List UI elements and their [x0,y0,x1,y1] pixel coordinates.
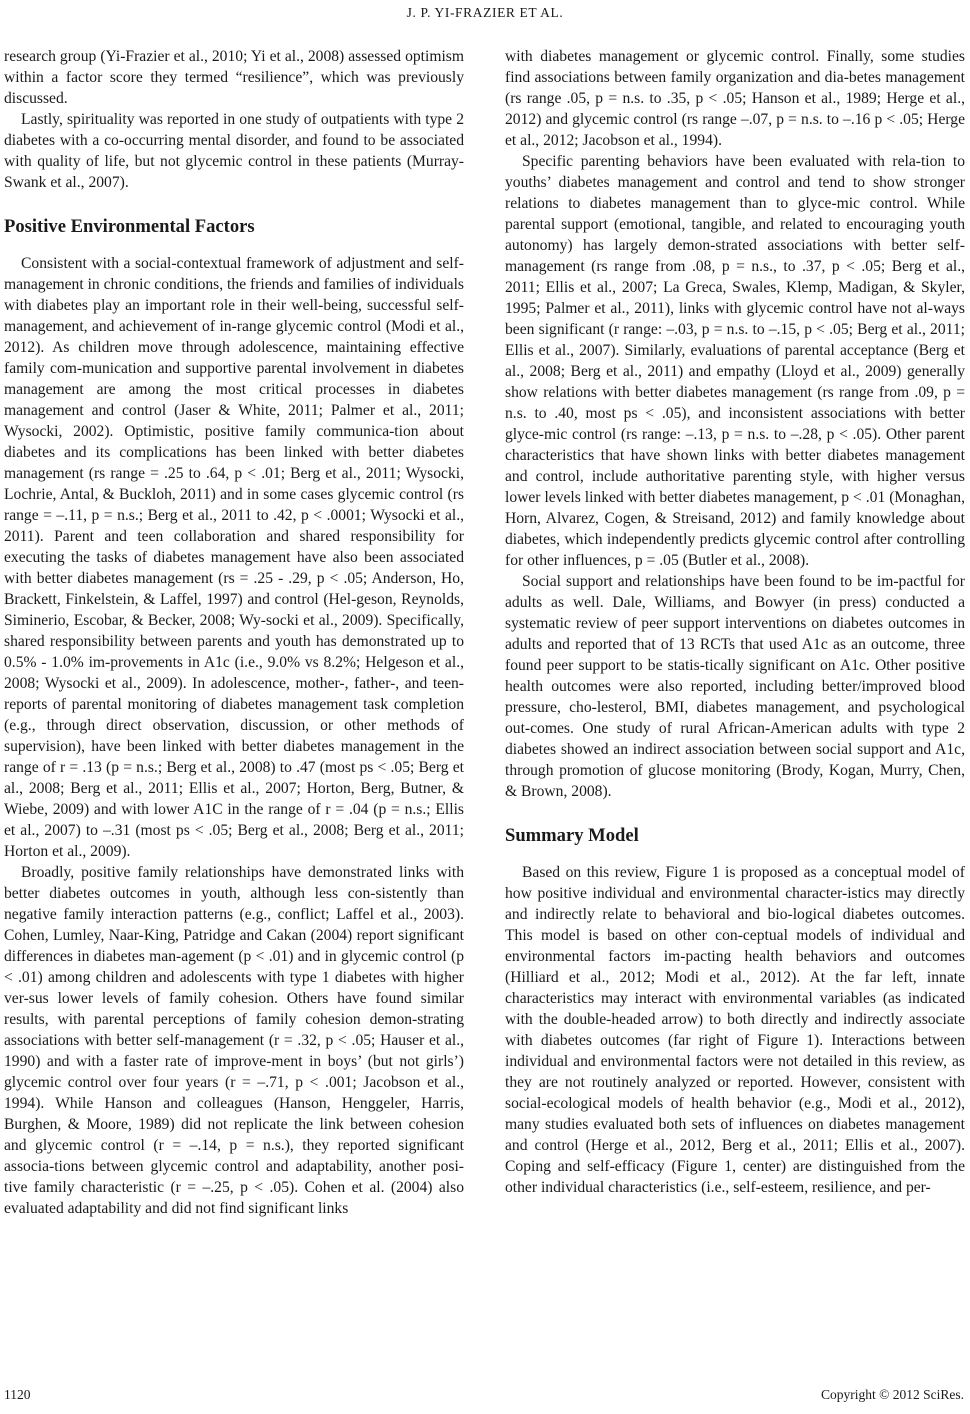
right-column [505,46,965,1198]
paragraph: Broadly, positive family relationships have demonstrated links with better diabetes outcomes in youth, although less con-sistently than negative family interaction patterns (e.g., conflict; Laffel et al., 2003). Cohen, Lumley, Naar-King, Patridge and Cakan (2004) report significant differences in diabetes man-agement (p < .01) and in glycemic control (p < .01) among children and adolescents with type 1 diabetes with higher ver-sus lower levels of family cohesion. Others have found similar results, with parental perceptions of family cohesion demon-strating associations with better self-management (r = .32, p < .05; Hauser et al., 1990) and with a faster rate of improve-ment in boys’ (but not girls’) glycemic control over four years (r = –.71, p < .001; Jacobson et al., 1994). While Hanson and colleagues (Hanson, Henggeler, Harris, Burghen, & Moore, 1989) did not replicate the link between cohesion and glycemic control (r = –.14, p = n.s.), they reported significant associa-tions between glycemic control and adaptability, another posi-tive family characteristic (r = –.25, p < .05). Cohen et al. (2004) also evaluated adaptability and did not find significant links [4,864,464,1217]
paragraph: research group (Yi-Frazier et al., 2010; Yi et al., 2008) assessed optimism within a factor score they termed “resilience”, which was previously discussed. [4,48,464,107]
running-head: J. P. YI-FRAZIER ET AL. [406,5,564,20]
section-heading: Summary Model [505,825,639,846]
page-number: 1120 [4,1387,31,1402]
left-column [4,46,464,1219]
paragraph: Lastly, spirituality was reported in one study of outpatients with type 2 diabetes with a co-occurring mental disorder, and found to be associated with quality of life, but not glycemic control in these patients (Murray-Swank et al., 2007). [4,111,464,191]
copyright-notice: Copyright © 2012 SciRes. [820,1387,964,1402]
paragraph: Social support and relationships have been found to be im-pactful for adults as well. Dale, Williams, and Bowyer (in press) conducted a systematic review of peer support interventions on diabetes outcomes in adults and reported that of 13 RCTs that used A1c as an outcome, three found peer support to be statis-tically significant on A1c. Other positive health outcomes were also reported, including better/improved blood pressure, cho-lesterol, BMI, diabetes management, and psychological out-comes. One study of rural African-American adults with type 2 diabetes showed an indirect association between social support and A1c, through promotion of glucose monitoring (Brody, Kogan, Murry, Chen, & Brown, 2008). [505,573,965,800]
paragraph: Based on this review, Figure 1 is proposed as a conceptual model of how positive individual and environmental character-istics may directly and indirectly relate to behavioral and bio-logical diabetes outcomes. This model is based on other con-ceptual models of individual and environmental factors im-pacting health behaviors and outcomes (Hilliard et al., 2012; Modi et al., 2012). At the far left, innate characteristics may interact with environmental variables (as indicated with the double-headed arrow) to both directly and indirectly associate with diabetes outcomes (far right of Figure 1). Interactions between individual and environmental factors were not detailed in this review, as they are not routinely analyzed or reported. However, consistent with social-ecological models of health behavior (e.g., Modi et al., 2012), many studies evaluated both sets of influences on diabetes management and control (Herge et al., 2012, Berg et al., 2011; Ellis et al., 2007). Coping and self-efficacy (Figure 1, center) are distinguished from the other individual characteristics (i.e., self-esteem, resilience, and per- [505,864,965,1196]
paragraph: with diabetes management or glycemic control. Finally, some studies find associations between family organization and dia-betes management (rs range .05, p = n.s. to .35, p < .05; Hanson et al., 1989; Herge et al., 2012) and glycemic control (rs range –.07, p = n.s. to –.16 p < .05; Herge et al., 2012; Jacobson et al., 1994). [505,48,965,149]
section-heading: Positive Environmental Factors [4,216,255,237]
paragraph: Consistent with a social-contextual framework of adjustment and self-management in chronic conditions, the friends and families of individuals with diabetes play an important role in their well-being, successful self-management, and achievement of in-range glycemic control (Modi et al., 2012). As children move through adolescence, maintaining effective family com-munication and supportive parental involvement in diabetes management are among the most critical processes in diabetes management and control (Jaser & White, 2011; Palmer et al., 2011; Wysocki, 2002). Optimistic, positive family communica-tion about diabetes and its complications has been linked with better diabetes management (rs range = .25 to .64, p < .01; Berg et al., 2011; Wysocki, Lochrie, Antal, & Buckloh, 2011) and in some cases glycemic control (rs range = –.11, p = n.s.; Berg et al., 2011 to .42, p < .0001; Wysocki et al., 2011). Parent and teen collaboration and shared responsibility for executing the tasks of diabetes management have also been associated with better diabetes management (rs = .25 - .29, p < .05; Anderson, Ho, Brackett, Finkelstein, & Laffel, 1997) and control (Hel-geson, Reynolds, Siminerio, Escobar, & Becker, 2008; Wy-socki et al., 2009). Specifically, shared responsibility between parents and youth has demonstrated up to 0.5% - 1.0% im-provements in A1c (i.e., 9.0% vs 8.2%; Helgeson et al., 2008; Wysocki et al., 2009). In adolescence, mother-, father-, and teen-reports of parental monitoring of diabetes management task completion (e.g., through direct observation, discussion, or other methods of supervision), have been linked with better diabetes management in the range of r = .13 (p = n.s.; Berg et al., 2008) to .47 (most ps < .05; Berg et al., 2008; Berg et al., 2011; Ellis et al., 2007; Horton, Berg, Butner, & Wiebe, 2009) and with lower A1C in the range of r = .04 (p = n.s.; Ellis et al., 2007) to –.31 (most ps < .05; Berg et al., 2008; Berg et al., 2011; Horton et al., 2009). [4,255,464,860]
paragraph: Specific parenting behaviors have been evaluated with rela-tion to youths’ diabetes management and control and tend to show stronger relations to diabetes management than to glyce-mic control. While parental support (emotional, tangible, and related to encouraging youth autonomy) has largely demon-strated associations with better self-management (rs range from .08, p = n.s., to .37, p < .05; Berg et al., 2011; Ellis et al., 2007; La Greca, Swales, Klemp, Madigan, & Skyler, 1995; Palmer et al., 2011), links with glycemic control have not al-ways been significant (r range: –.03, p = n.s. to –.15, p < .05; Berg et al., 2011; Ellis et al., 2007). Similarly, evaluations of parental acceptance (Berg et al., 2008; Berg et al., 2011) and empathy (Lloyd et al., 2009) generally show relations with better diabetes management (rs range from .09, p = n.s. to .40, most ps < .05), and inconsistent associations with better glyce-mic control (rs range: –.13, p = n.s. to –.28, p < .05). Other parent characteristics that have shown links with better diabetes management and control, include authoritative parenting style, with higher versus lower levels linked with better diabetes management, p < .01 (Monaghan, Horn, Alvarez, Cogen, & Streisand, 2012) and family knowledge about diabetes, which independently predicts glycemic control after controlling for other influences, p = .05 (Butler et al., 2008). [505,153,965,569]
